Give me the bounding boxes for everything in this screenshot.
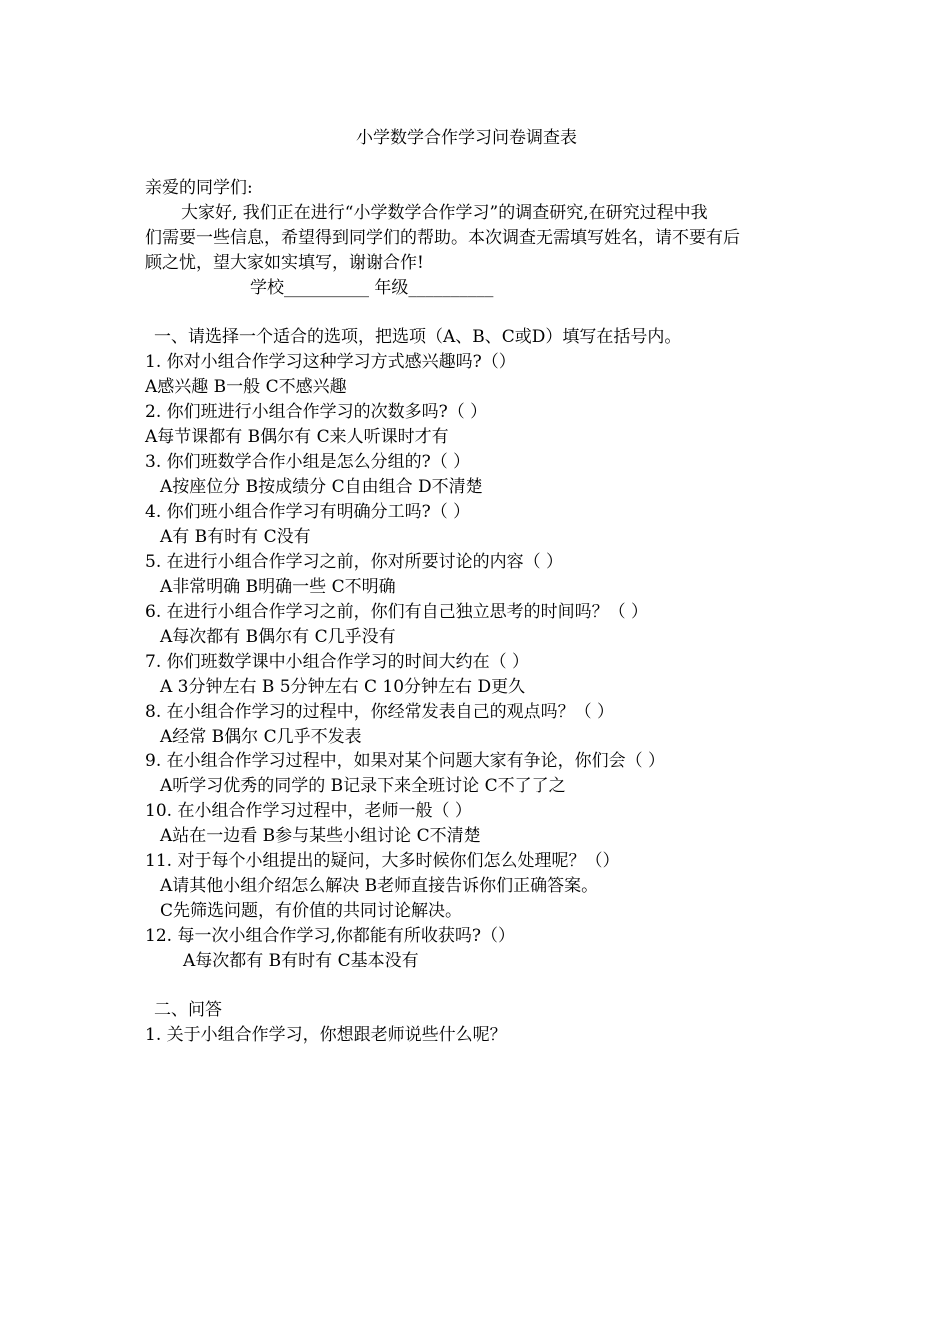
question: 7. 你们班数学课中小组合作学习的时间大约在（ ） (145, 652, 530, 672)
question-options: A站在一边看 B参与某些小组讨论 C不清楚 (160, 826, 481, 846)
greeting: 亲爱的同学们: (145, 178, 253, 198)
question: 5. 在进行小组合作学习之前，你对所要讨论的内容（ ） (145, 552, 564, 572)
question: 6. 在进行小组合作学习之前，你们有自己独立思考的时间吗？（ ） (145, 602, 649, 622)
page-title: 小学数学合作学习问卷调查表 (356, 128, 577, 148)
question-options: A有 B有时有 C没有 (160, 527, 311, 547)
question-options: A每次都有 B有时有 C基本没有 (183, 951, 419, 971)
question: 2. 你们班进行小组合作学习的次数多吗?（ ） (145, 402, 488, 422)
question-options: A按座位分 B按成绩分 C自由组合 D不清楚 (160, 477, 483, 497)
question: 12. 每一次小组合作学习,你都能有所收获吗?（） (145, 926, 515, 946)
intro-line: 顾之忧，望大家如实填写，谢谢合作! (145, 253, 424, 273)
question: 4. 你们班小组合作学习有明确分工吗?（ ） (145, 502, 471, 522)
question: 11. 对于每个小组提出的疑问，大多时候你们怎么处理呢？（） (145, 851, 620, 871)
question: 1. 你对小组合作学习这种学习方式感兴趣吗?（） (145, 352, 516, 372)
question-options: A感兴趣 B一般 C不感兴趣 (145, 377, 347, 397)
question-options: A每节课都有 B偶尔有 C来人听课时才有 (145, 427, 449, 447)
question-options: A请其他小组介绍怎么解决 B老师直接告诉你们正确答案。 (160, 876, 599, 896)
question-options: A每次都有 B偶尔有 C几乎没有 (160, 627, 396, 647)
section-1-heading: 一、请选择一个适合的选项，把选项（A、B、C或D）填写在括号内。 (154, 327, 682, 347)
question: 10. 在小组合作学习过程中，老师一般（ ） (145, 801, 472, 821)
question: 3. 你们班数学合作小组是怎么分组的?（ ） (145, 452, 471, 472)
question-options: A听学习优秀的同学的 B记录下来全班讨论 C不了了之 (160, 776, 566, 796)
question-options: A非常明确 B明确一些 C不明确 (160, 577, 396, 597)
question: 8. 在小组合作学习的过程中，你经常发表自己的观点吗？（ ） (145, 702, 615, 722)
school-grade-line: 学校__________ 年级__________ (250, 278, 494, 298)
intro-line: 们需要一些信息，希望得到同学们的帮助。本次调查无需填写姓名，请不要有后 (145, 228, 740, 248)
question: 9. 在小组合作学习过程中，如果对某个问题大家有争论，你们会（ ） (145, 751, 666, 771)
open-question: 1. 关于小组合作学习，你想跟老师说些什么呢？ (145, 1025, 507, 1045)
question-options: A经常 B偶尔 C几乎不发表 (160, 727, 362, 747)
question-options: A 3分钟左右 B 5分钟左右 C 10分钟左右 D更久 (160, 677, 526, 697)
section-2-heading: 二、问答 (154, 1000, 222, 1020)
intro-line: 大家好, 我们正在进行“小学数学合作学习”的调查研究,在研究过程中我 (181, 203, 708, 223)
question-options: C先筛选问题，有价值的共同讨论解决。 (160, 901, 463, 921)
